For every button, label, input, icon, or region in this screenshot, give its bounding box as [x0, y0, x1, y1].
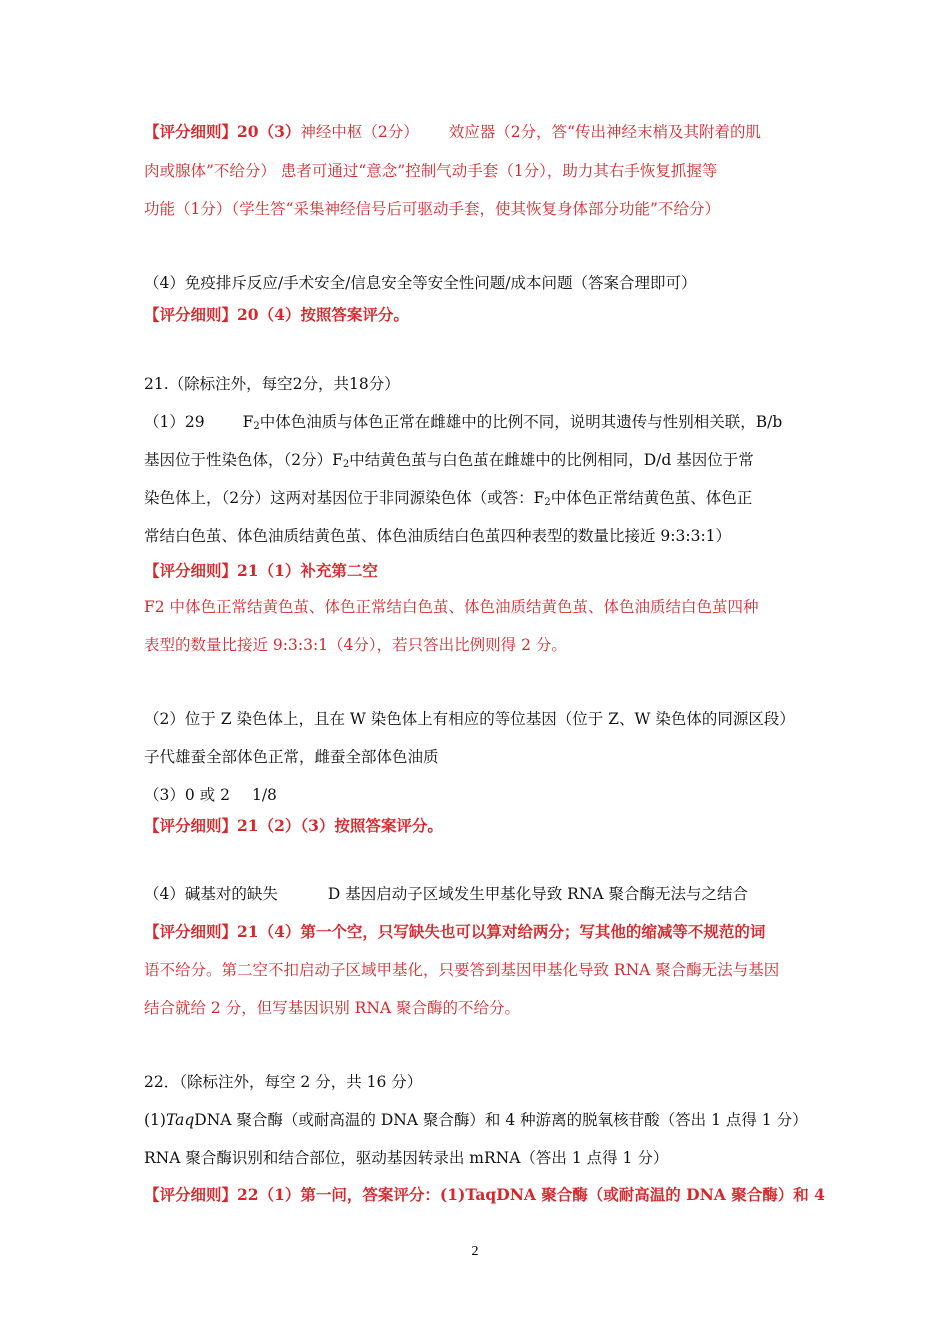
answer-22-1-line2: RNA 聚合酶识别和结合部位，驱动基因转录出 mRNA（答出 1 点得 1 分） — [144, 1149, 669, 1167]
scoring-note-22-1: 【评分细则】22（1）第一问，答案评分：(1)TaqDNA 聚合酶（或耐高温的 DNA 聚合酶）和 4 — [144, 1185, 825, 1204]
scoring-tag: 【评分细则】 — [144, 122, 238, 141]
question-22-header: 22．（除标注外，每空 2 分，共 16 分） — [144, 1073, 423, 1091]
answer-22-1-line1: (1)TaqDNA 聚合酶（或耐高温的 DNA 聚合酶）和 4 种游离的脱氧核苷酸（答出 1 点得 1 分） — [144, 1111, 808, 1129]
scoring-note-21-2-3: 【评分细则】21（2）（3）按照答案评分。 — [144, 816, 443, 835]
answer-21-2-line1: （2）位于 Z 染色体上，且在 W 染色体上有相应的等位基因（位于 Z、W 染色体的同源区段） — [144, 710, 795, 728]
answer-21-1-line3: 染色体上，（2分）这两对基因位于非同源染色体（或答：$F_2$中体色正常结黄色茧、体色正 — [144, 489, 753, 508]
scoring-note-21-4-line3: 结合就给 2 分，但写基因识别 RNA 聚合酶的不给分。 — [144, 999, 520, 1017]
question-21-header: 21.（除标注外，每空2分，共18分） — [144, 375, 400, 393]
answer-20-4: （4）免疫排斥反应/手术安全/信息安全等安全性问题/成本问题（答案合理即可） — [144, 274, 697, 292]
answer-21-2-line2: 子代雄蚕全部体色正常，雌蚕全部体色油质 — [144, 748, 439, 766]
answer-21-3: （3）0 或 2 1/8 — [144, 786, 277, 804]
scoring-note-20-3-line2: 肉或腺体”不给分） 患者可通过“意念”控制气动手套（1分），助力其右手恢复抓握等 — [144, 162, 718, 180]
answer-21-1-line4: 常结白色茧、体色油质结黄色茧、体色油质结白色茧四种表型的数量比接近 9:3:3:1） — [144, 527, 732, 545]
scoring-note-21-4-line1: 【评分细则】21（4）第一个空，只写缺失也可以算对给两分；写其他的缩减等不规范的词 — [144, 922, 766, 941]
answer-21-1-line1: （1）29 $F_2$中体色油质与体色正常在雌雄中的比例不同，说明其遗传与性别相关联，B/b — [144, 413, 783, 432]
answer-21-1-line2: 基因位于性染色体，（2分）$F_2$中结黄色茧与白色茧在雌雄中的比例相同，D/d 基因位于常 — [144, 451, 754, 470]
scoring-note-20-3-line3: 功能（1分）（学生答“采集神经信号后可驱动手套，使其恢复身体部分功能”不给分） — [144, 200, 720, 218]
scoring-note-20-3-line1: 【评分细则】20（3）神经中枢（2分） 效应器（2分，答“传出神经末梢及其附着的肌 — [144, 122, 762, 141]
scoring-note-21-1-line1: 【评分细则】21（1）补充第二空 — [144, 561, 378, 580]
page-number: 2 — [471, 1244, 479, 1259]
answer-21-4: （4）碱基对的缺失 D 基因启动子区域发生甲基化导致 RNA 聚合酶无法与之结合 — [144, 885, 749, 903]
scoring-note-21-1-line2: F2 中体色正常结黄色茧、体色正常结白色茧、体色油质结黄色茧、体色油质结白色茧四种 — [144, 598, 759, 616]
scoring-note-21-4-line2: 语不给分。第二空不扣启动子区域甲基化，只要答到基因甲基化导致 RNA 聚合酶无法与基因 — [144, 961, 780, 979]
scoring-note-21-1-line3: 表型的数量比接近 9:3:3:1（4分），若只答出比例则得 2 分。 — [144, 636, 567, 654]
scoring-note-20-4: 【评分细则】20（4）按照答案评分。 — [144, 305, 409, 324]
